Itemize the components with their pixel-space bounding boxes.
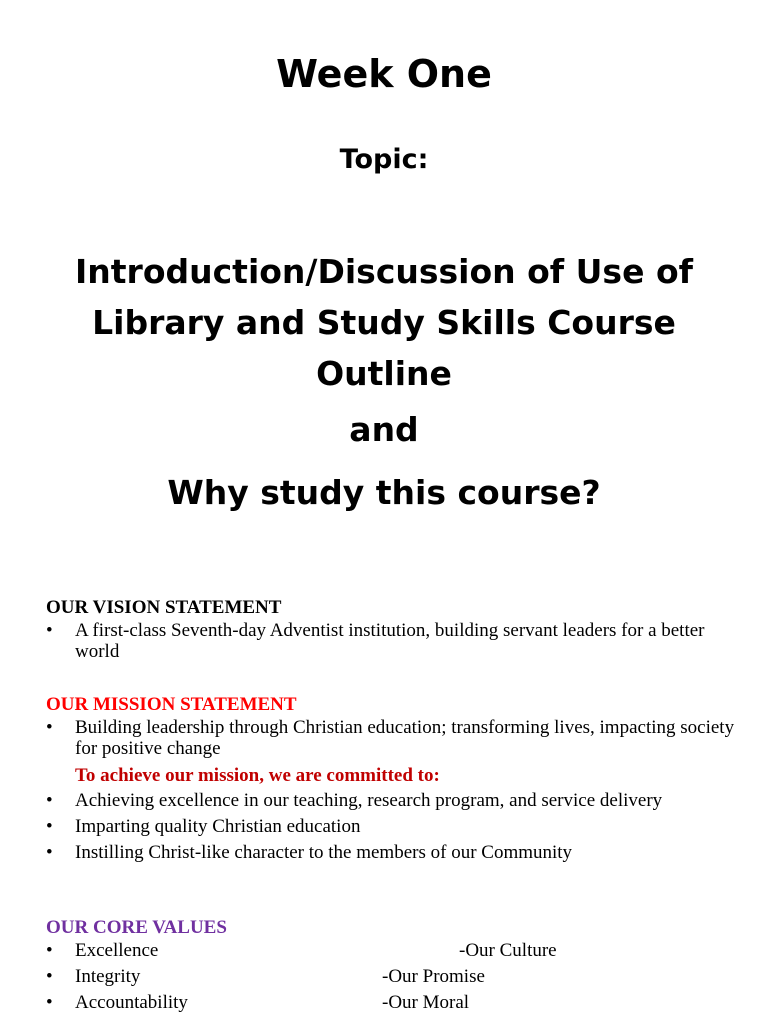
mission-list (46, 717, 736, 759)
bullet-icon: • (46, 966, 53, 987)
bullet-icon: • (46, 620, 53, 641)
bullet-icon: • (46, 816, 53, 837)
core-value-name: Integrity (75, 966, 141, 987)
list-item (46, 717, 736, 759)
list-item-text: Achieving excellence in our teaching, research program, and service delivery (75, 790, 663, 811)
list-item-text: Building leadership through Christian education; transforming lives, impacting society for positive change (75, 717, 735, 759)
mission-heading: OUR MISSION STATEMENT (46, 694, 297, 715)
list-item (46, 620, 736, 662)
course-heading (60, 246, 708, 399)
core-value-name: Accountability (75, 992, 188, 1013)
list-item (46, 842, 736, 863)
core-value-row (46, 992, 736, 1018)
list-item (46, 816, 736, 837)
course-heading-line: Introduction/Discussion of Use of (75, 252, 693, 291)
bullet-icon: • (46, 790, 53, 811)
course-heading-line: Library and Study Skills Course (92, 303, 676, 342)
core-value-row (46, 940, 736, 966)
core-value-name: Excellence (75, 940, 159, 961)
list-item-text: Instilling Christ-like character to the members of our Community (75, 842, 573, 863)
core-value-desc: -Our Culture (459, 940, 557, 961)
topic-label: Topic: (339, 144, 429, 175)
mission-section (46, 693, 736, 868)
course-heading-line: Outline (316, 354, 452, 393)
bullet-icon: • (46, 940, 53, 961)
vision-heading: OUR VISION STATEMENT (46, 597, 282, 618)
course-question: Why study this course? (167, 473, 601, 512)
commitment-list (46, 790, 736, 863)
core-value-desc: -Our Promise (382, 966, 485, 987)
core-values-heading: OUR CORE VALUES (46, 917, 227, 938)
core-value-desc: -Our Moral (382, 992, 470, 1013)
vision-section (46, 596, 736, 667)
list-item-text: A first-class Seventh-day Adventist institution, building servant leaders for a better world (75, 620, 705, 662)
bullet-icon: • (46, 992, 53, 1013)
and-word: and (349, 410, 419, 449)
commitment-heading: To achieve our mission, we are committed to: (75, 765, 440, 786)
list-item-text: Imparting quality Christian education (75, 816, 361, 837)
core-value-row (46, 966, 736, 992)
core-values-section (46, 916, 736, 1018)
vision-list (46, 620, 736, 662)
list-item (46, 790, 736, 811)
bullet-icon: • (46, 717, 53, 738)
bullet-icon: • (46, 842, 53, 863)
page-title: Week One (276, 52, 492, 96)
